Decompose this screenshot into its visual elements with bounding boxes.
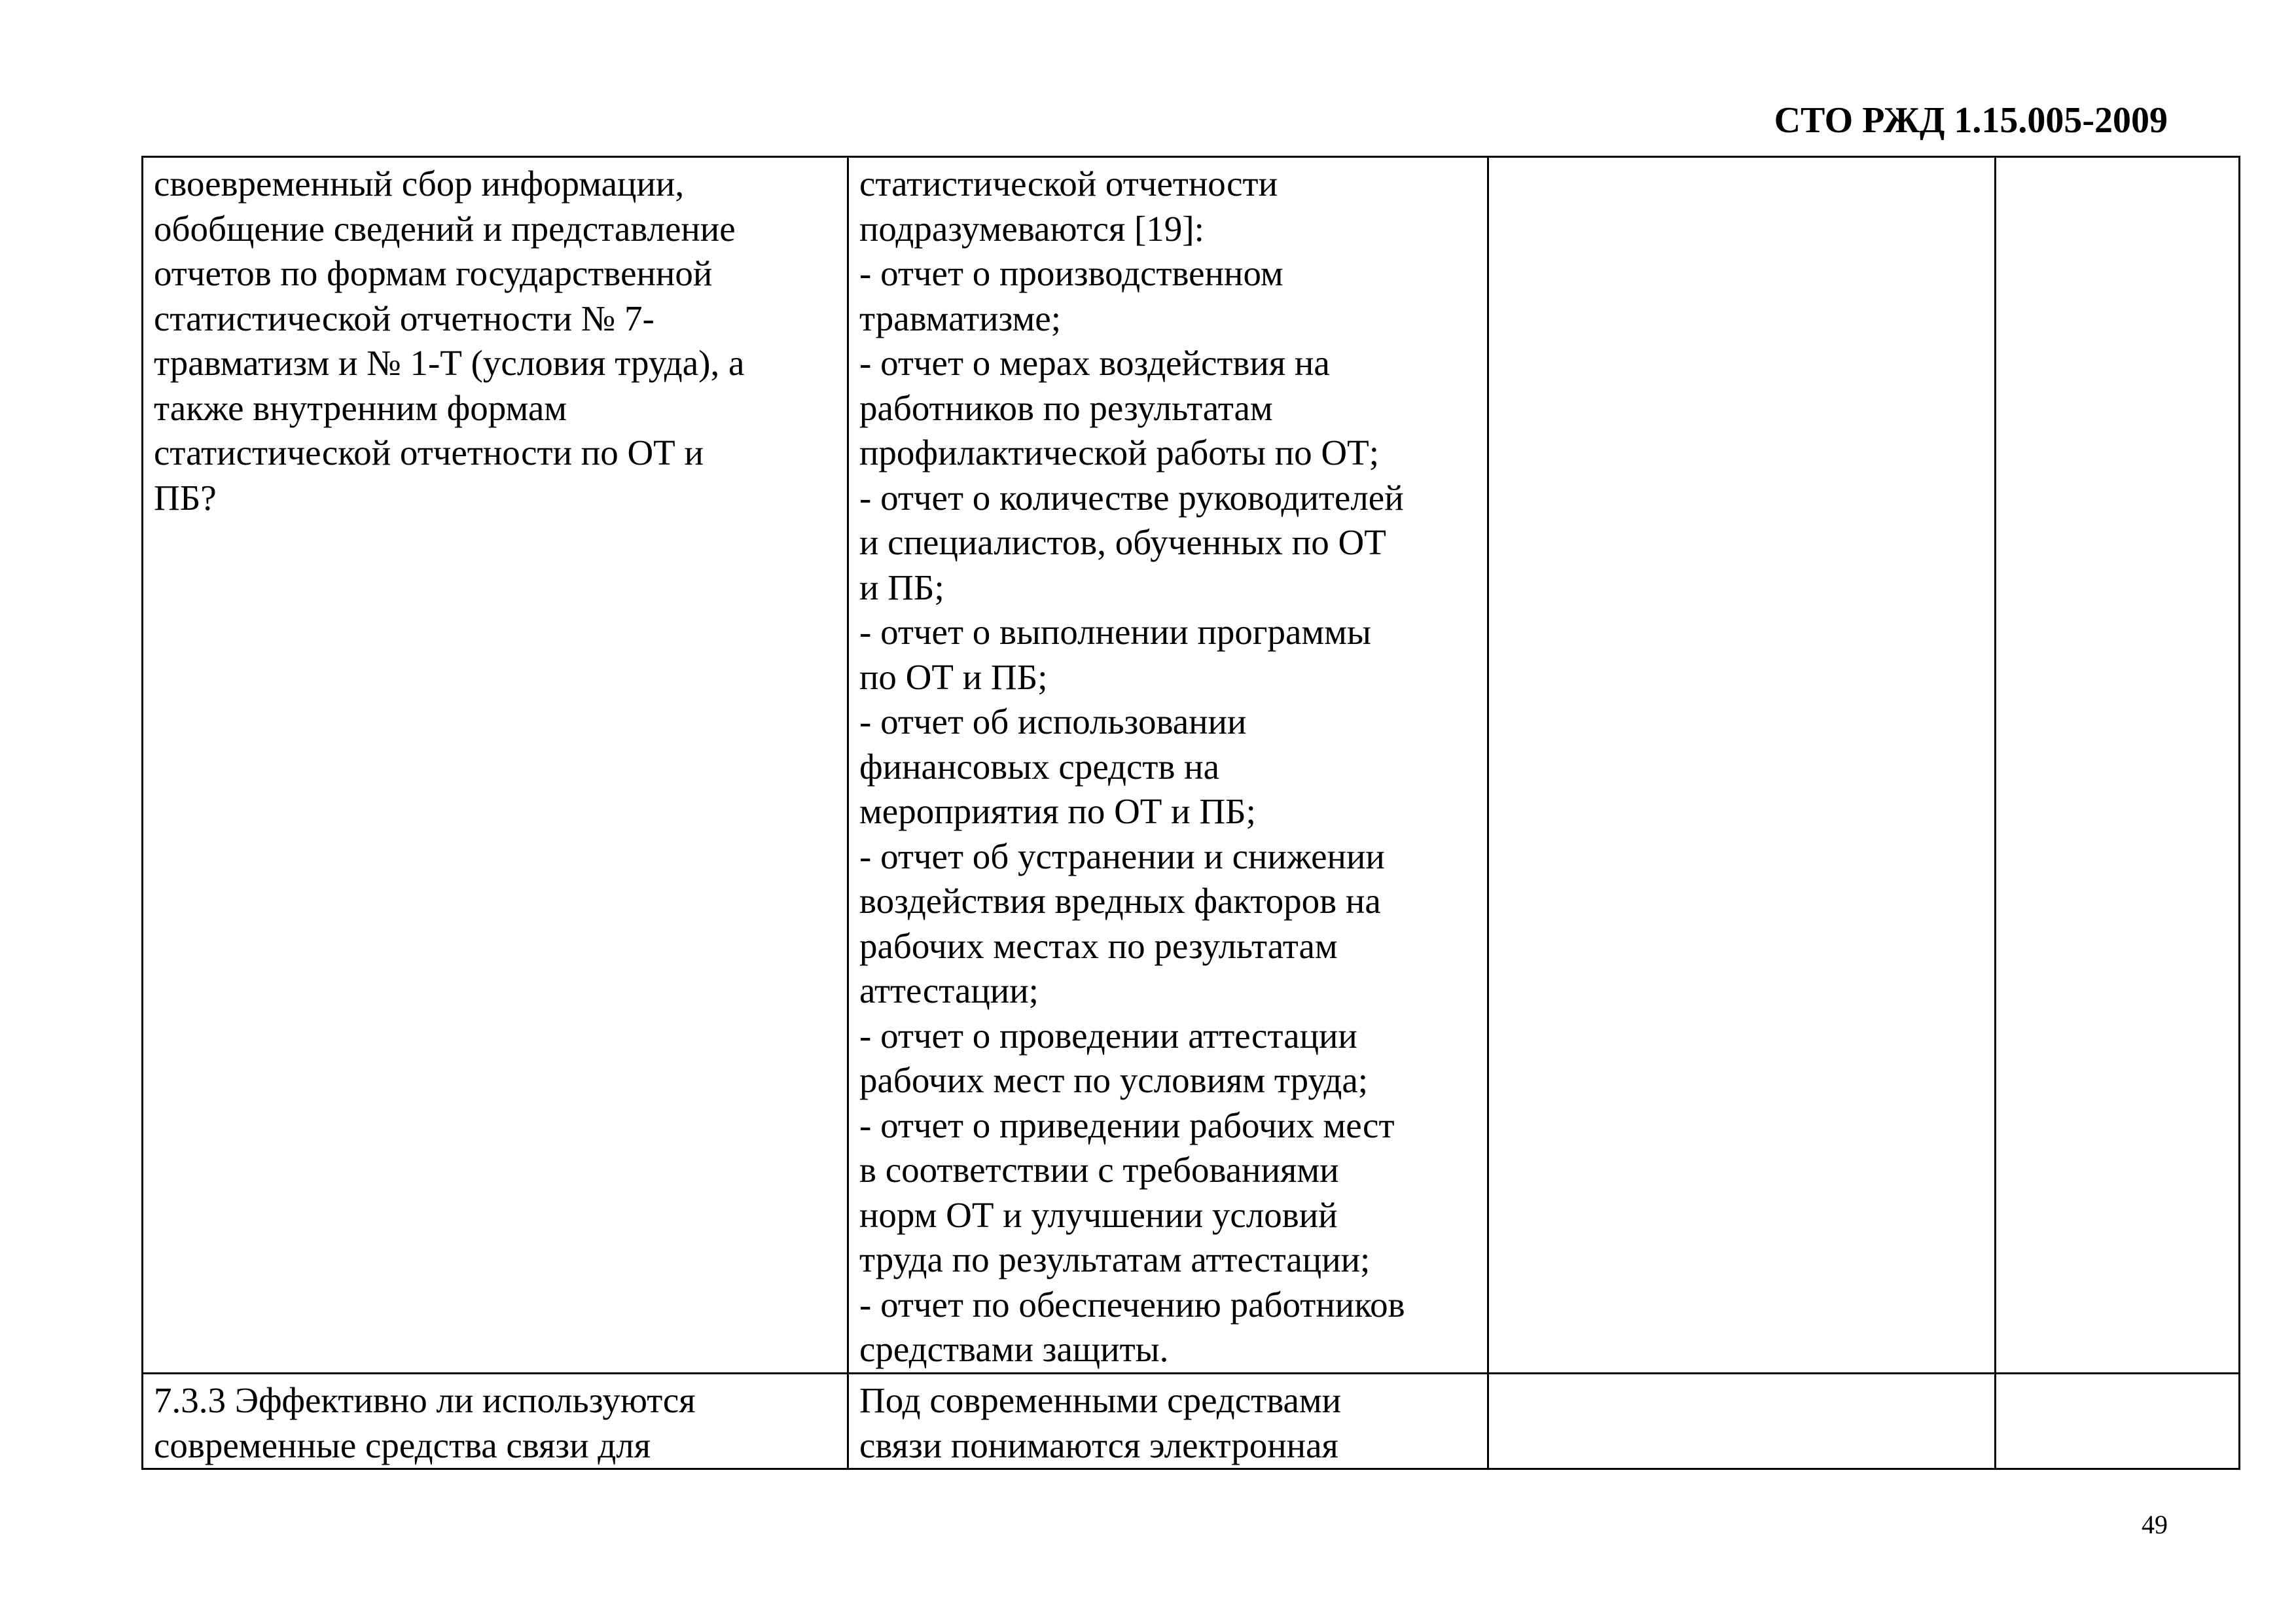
text-line: по ОТ и ПБ; <box>859 656 1048 697</box>
text-line: травматизме; <box>859 298 1061 338</box>
text-line: статистической отчетности <box>859 164 1278 204</box>
empty-cell <box>1996 1374 2240 1469</box>
text-line: в соответствии с требованиями <box>859 1150 1339 1190</box>
text-line: - отчет о количестве руководителей <box>859 477 1404 518</box>
text-line: своевременный сбор информации, <box>154 164 685 204</box>
checklist-table <box>141 156 2240 1470</box>
explanation-cell <box>848 1374 1488 1469</box>
text-line: финансовых средств на <box>859 746 1220 787</box>
text-line: труда по результатам аттестации; <box>859 1240 1371 1279</box>
text-line: и ПБ; <box>859 567 944 607</box>
text-line: аттестации; <box>859 971 1039 1010</box>
text-line: отчетов по формам государственной <box>154 253 713 293</box>
text-line: профилактической работы по ОТ; <box>859 433 1379 473</box>
text-line: рабочих мест по условиям труда; <box>859 1060 1369 1100</box>
text-line: - отчет о приведении рабочих мест <box>859 1105 1395 1145</box>
text-line: 7.3.3 Эффективно ли используются <box>154 1380 696 1420</box>
text-line: мероприятия по ОТ и ПБ; <box>859 791 1256 831</box>
text-line: статистической отчетности по ОТ и <box>154 433 704 473</box>
text-line: - отчет о выполнении программы <box>859 612 1371 652</box>
text-line: также внутренним формам <box>154 387 567 428</box>
text-line: - отчет о проведении аттестации <box>859 1015 1357 1056</box>
text-line: обобщение сведений и представление <box>154 208 736 249</box>
text-line: работников по результатам <box>859 387 1273 428</box>
empty-cell <box>1488 157 1996 1374</box>
text-line: - отчет о мерах воздействия на <box>859 343 1330 383</box>
text-line: - отчет об использовании <box>859 702 1247 741</box>
text-line: средствами защиты. <box>859 1329 1169 1369</box>
text-line: современные средства связи для <box>154 1425 651 1465</box>
text-line: и специалистов, обученных по ОТ <box>859 522 1386 562</box>
page-number: 49 <box>2142 1510 2168 1539</box>
text-line: травматизм и № 1-Т (условия труда), а <box>154 343 745 383</box>
text-line: - отчет по обеспечению работников <box>859 1284 1405 1325</box>
text-line: норм ОТ и улучшении условий <box>859 1194 1338 1235</box>
explanation-cell <box>848 157 1488 1374</box>
text-line: ПБ? <box>154 477 217 518</box>
text-line: Под современными средствами <box>859 1380 1342 1420</box>
text-line: рабочих местах по результатам <box>859 925 1338 966</box>
question-cell <box>143 157 848 1374</box>
text-line: воздействия вредных факторов на <box>859 881 1381 921</box>
empty-cell <box>1488 1374 1996 1469</box>
text-line: подразумеваются [19]: <box>859 208 1204 249</box>
text-line: - отчет об устранении и снижении <box>859 836 1385 876</box>
question-cell <box>143 1374 848 1469</box>
table-row <box>143 157 2240 1374</box>
text-line: связи понимаются электронная <box>859 1425 1338 1465</box>
empty-cell <box>1996 157 2240 1374</box>
text-line: - отчет о производственном <box>859 253 1283 293</box>
text-line: статистической отчетности № 7- <box>154 298 655 338</box>
table-row <box>143 1374 2240 1469</box>
document-code-header: СТО РЖД 1.15.005-2009 <box>1774 100 2168 141</box>
